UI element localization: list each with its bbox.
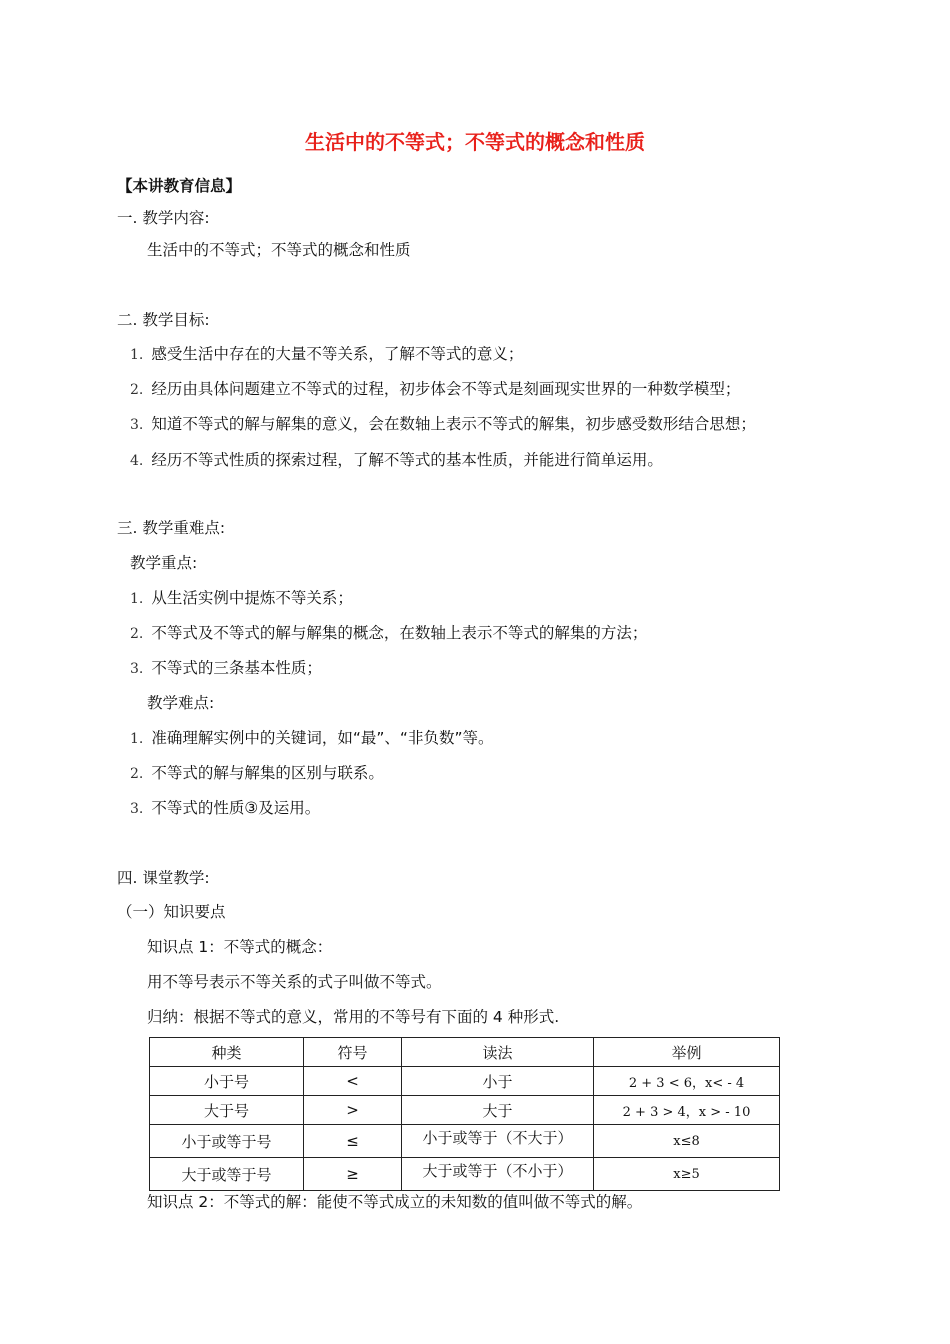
knowledge-points-subheading: （一）知识要点 bbox=[117, 903, 226, 921]
table-cell-kind: 大于号 bbox=[150, 1096, 304, 1125]
table-row bbox=[150, 1096, 780, 1125]
key-points-label: 教学重点: bbox=[130, 554, 198, 572]
inequality-sign-table bbox=[149, 1037, 780, 1191]
table-cell-symbol: < bbox=[304, 1067, 402, 1096]
list-number: 2. bbox=[130, 626, 144, 642]
table-cell-reading: 小于 bbox=[402, 1067, 594, 1096]
difficult-point-item bbox=[130, 798, 320, 819]
table-header-row bbox=[150, 1038, 780, 1067]
info-header: 【本讲教育信息】 bbox=[117, 177, 242, 195]
table-cell-example: x≤8 bbox=[594, 1125, 780, 1158]
document-title: 生活中的不等式；不等式的概念和性质 bbox=[305, 130, 645, 154]
table-header-example: 举例 bbox=[594, 1038, 780, 1067]
objective-text: 经历由具体问题建立不等式的过程，初步体会不等式是刻画现实世界的一种数学模型； bbox=[151, 380, 741, 398]
table-row bbox=[150, 1125, 780, 1158]
table-cell-example: x≥5 bbox=[594, 1158, 780, 1191]
table-cell-kind: 小于号 bbox=[150, 1067, 304, 1096]
objective-item bbox=[130, 414, 756, 435]
difficult-point-item bbox=[130, 763, 384, 784]
knowledge-point-2: 知识点 2：不等式的解：能使不等式成立的未知数的值叫做不等式的解。 bbox=[147, 1193, 643, 1211]
table-cell-symbol: > bbox=[304, 1096, 402, 1125]
table-row bbox=[150, 1067, 780, 1096]
difficult-point-text: 不等式的解与解集的区别与联系。 bbox=[151, 764, 384, 782]
section4-heading: 四. 课堂教学: bbox=[117, 869, 210, 887]
list-number: 3. bbox=[130, 417, 144, 433]
section1-content: 生活中的不等式；不等式的概念和性质 bbox=[147, 241, 411, 259]
table-cell-example: 2 + 3 > 4，x > - 10 bbox=[594, 1096, 780, 1125]
list-number: 1. bbox=[130, 591, 144, 607]
list-number: 3. bbox=[130, 661, 144, 677]
section1-heading: 一. 教学内容: bbox=[117, 209, 210, 227]
table-header-symbol: 符号 bbox=[304, 1038, 402, 1067]
key-point-text: 不等式的三条基本性质； bbox=[151, 659, 322, 677]
knowledge-point-1-definition: 用不等号表示不等关系的式子叫做不等式。 bbox=[147, 973, 442, 991]
table-cell-kind: 大于或等于号 bbox=[150, 1158, 304, 1191]
knowledge-point-1-summary: 归纳：根据不等式的意义，常用的不等号有下面的 4 种形式. bbox=[147, 1008, 560, 1026]
key-point-item bbox=[130, 588, 353, 609]
objective-item bbox=[130, 450, 663, 471]
key-point-item bbox=[130, 658, 322, 679]
table-cell-symbol: ≤ bbox=[304, 1125, 402, 1158]
key-point-text: 不等式及不等式的解与解集的概念，在数轴上表示不等式的解集的方法； bbox=[151, 624, 648, 642]
objective-item bbox=[130, 379, 740, 400]
difficult-points-label: 教学难点: bbox=[147, 694, 215, 712]
list-number: 2. bbox=[130, 382, 144, 398]
table-cell-reading: 大于或等于（不小于） bbox=[402, 1158, 594, 1191]
section2-heading: 二. 教学目标: bbox=[117, 311, 210, 329]
difficult-point-text: 准确理解实例中的关键词，如“最”、“非负数”等。 bbox=[151, 729, 494, 747]
objective-text: 经历不等式性质的探索过程，了解不等式的基本性质，并能进行简单运用。 bbox=[151, 451, 663, 469]
table-cell-example: 2 + 3 < 6，x< - 4 bbox=[594, 1067, 780, 1096]
objective-text: 知道不等式的解与解集的意义，会在数轴上表示不等式的解集，初步感受数形结合思想； bbox=[151, 415, 756, 433]
table-cell-kind: 小于或等于号 bbox=[150, 1125, 304, 1158]
difficult-point-item bbox=[130, 728, 493, 749]
key-point-text: 从生活实例中提炼不等关系； bbox=[151, 589, 353, 607]
key-point-item bbox=[130, 623, 647, 644]
difficult-point-text: 不等式的性质③及运用。 bbox=[151, 799, 321, 817]
table-cell-reading: 大于 bbox=[402, 1096, 594, 1125]
objective-item bbox=[130, 344, 523, 365]
objective-text: 感受生活中存在的大量不等关系，了解不等式的意义； bbox=[151, 345, 524, 363]
list-number: 4. bbox=[130, 453, 144, 469]
table-header-kind: 种类 bbox=[150, 1038, 304, 1067]
table-cell-reading: 小于或等于（不大于） bbox=[402, 1125, 594, 1158]
table-row bbox=[150, 1158, 780, 1191]
list-number: 3. bbox=[130, 801, 144, 817]
list-number: 1. bbox=[130, 731, 144, 747]
section3-heading: 三. 教学重难点: bbox=[117, 519, 226, 537]
knowledge-point-1-title: 知识点 1：不等式的概念： bbox=[147, 938, 333, 956]
list-number: 1. bbox=[130, 347, 144, 363]
table-cell-symbol: ≥ bbox=[304, 1158, 402, 1191]
table-header-reading: 读法 bbox=[402, 1038, 594, 1067]
list-number: 2. bbox=[130, 766, 144, 782]
